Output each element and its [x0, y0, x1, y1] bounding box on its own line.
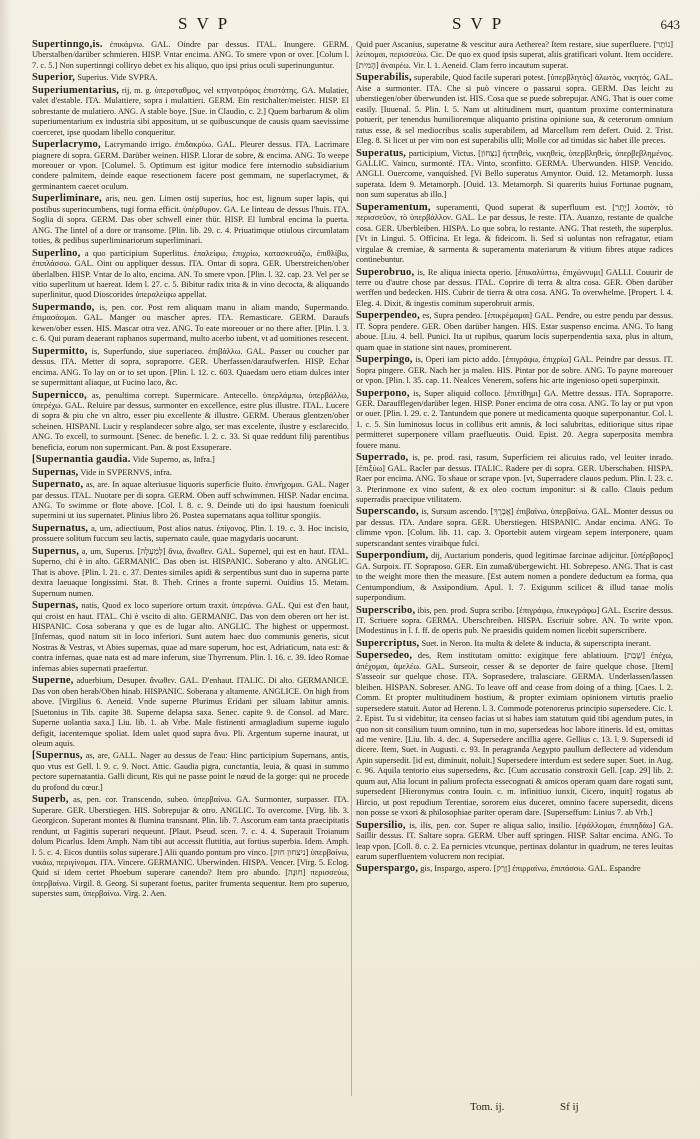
entry-headword: Supernas,	[32, 466, 79, 478]
dictionary-entry	[356, 149, 673, 201]
dictionary-entry	[32, 194, 349, 246]
entry-text: is, Re aliqua iniecta operio. [ἐπικαλύπτω, ἐπιχώννυμι] GALLI. Couurir de terre ou d'autre chose par dessus. ITAL. Coprire di terra & altra cosa. GER. Oben darüber werffen und bedecken. HIS. Cubrir de tierra & otra cosa. ANG. To overwhelme. [Propert. l. 4. Eleg. 4. Dixit, & ingestis comitum superobruit armis.	[356, 267, 673, 308]
running-head-left: SVP	[178, 14, 237, 33]
entry-headword: Superscando,	[356, 506, 419, 518]
entry-headword: Superamentum,	[356, 201, 431, 213]
entry-headword: Superabilis,	[356, 72, 412, 84]
dictionary-entry	[32, 86, 349, 138]
entry-text: is, ilis, pen. cor. Super re aliqua salio, insilio. [ἐφάλλομαι, ἐπιπηδάω] GA. Saillir dessus. IT. Saltare sopra. GERM. Uber auff springen. HISP. Saltar encima. ANG. To leap vpon. [Coll. 8. c. 2. Ea pernicies vtcunque, pertinax dolantur in quadrum, ne teres leuitas earum superfluentem volucrem non recipiat.	[356, 820, 673, 861]
entry-headword: Superliminare,	[32, 193, 102, 205]
dictionary-entry	[32, 601, 349, 674]
dictionary-entry	[32, 303, 349, 345]
entry-headword: Superlino,	[32, 247, 81, 259]
entry-text: des, Rem institutam omitto: exigitque fere ablatiuum. [שָׁבַת] ἐπέχω, ἀπέχομαι, ἀμελέω. GAL. Surseoir, cesser & se deporter de faire quelque chose. [Item] S'asseoir sur quelque chose. ITA. Soprasedere, tralasciare. GERMA. Underlassen/lassen bleiben. HISPAN. Sobreser. ANG. To leave off and cease from doing of a thing. [Caes. l. 2. Comm. Et propter multitudinem hostium, & propter eximiam opinionem virtutis praelio supersedere statuit. Autor ad Herenn. l. 3. Commode potenorerus principio supersedere. Cic. l. 2. Epist. Tu si videbitur, ita censeo facias ut si habes iam statutum quid tibi agendum putes, in quo non sit consilium tuum omnino, tum in mo, supersedeas hoc labore itineris. Id est, omittas ad me venire. [Liu. lib. 4. dec. 4. Supersedere ancillia agere. Gellius c. 13. l. 9. Supersedi id dicere. Item, Suet. in Augusti. c. 93. In peragranda Aegypto paullum deflectere ad videndum Apin supersedit. [id est, diminuit, noluit.] Supersedere interdum est sedere super. Suet. in Aug. c. 96. Aquila tentorio eius supersedens, &c. [Cum accusatio constroxit Gell. [cap. 29] lib. 2. quum aut, Alia locunt in palium profecta essecognati & amicos operam quam dare rogati sunt, supersedent [Hieronymus contra Iouin. c. m. infinitiuo iunxit, Cicero, inquit] rogatus ab Hircio, ut post repudium Terentiae, sororem eius duceret, omnino facere supersedit, dicens non posse se vxori & philosophiae pariter operam dare. [Superseffum: Linius 7. ab Vrb.]	[356, 651, 673, 818]
entry-headword: Supernicco,	[32, 389, 87, 401]
dictionary-entry	[356, 606, 673, 637]
dictionary-entry	[356, 268, 673, 310]
entry-text: Vide in SVPERNVS, infra.	[80, 467, 172, 477]
entry-headword: Superpono,	[356, 387, 410, 399]
entry-headword: Superpingo,	[356, 354, 413, 366]
dictionary-entry	[356, 40, 673, 71]
entry-text: Superius. Vide SVPRA.	[77, 73, 158, 83]
dictionary-entry	[32, 524, 349, 545]
entry-headword: Supernas,	[32, 600, 79, 612]
dictionary-entry	[32, 73, 349, 83]
entry-headword: Superspargo,	[356, 863, 419, 875]
entry-headword: Superatus,	[356, 147, 407, 159]
dictionary-entry	[356, 864, 673, 874]
dictionary-entry	[32, 40, 349, 71]
dictionary-entry	[32, 391, 349, 454]
entry-headword: Supercriptus,	[356, 637, 420, 649]
dictionary-entry	[356, 389, 673, 452]
entry-text: as, are. In aquae alteriusue liquoris superficie fluito. ἐπινήχομαι. GAL. Nager par dessus. ITAL. Nuotare per di sopra. GERM. Oben auff schwimmen. HISP. Nadar encima. ANG. To swimme or flote above. [Col. l. 8. c. 9. Deinde uti do ipsi haustum foeniculi supermini ut ius supernatet. Plinius libro 26. Postea supernatans aqua tollitur spongiis.	[32, 480, 349, 521]
entry-headword: Superrado,	[356, 452, 409, 464]
entry-headword: Superlacrymo,	[32, 139, 101, 151]
dictionary-entry	[32, 455, 349, 465]
entry-headword: [Supernus,	[32, 750, 83, 762]
right-column	[356, 40, 673, 1100]
entry-text: is, Superfundo, siue superiaceo. ἐπιβάλλω. GAL. Passer ou coucher par dessus. ITA. Metter di sopra, sopraporre. GER. Uberfassen/daraufwerfen. HISP. Echar encima. ANG. To lay on or to set upon. [Plin. l. 12. c. 603. Quaedam uero etiam dulces inter se supermittant aliaque, ut Fucino laco, &c.	[32, 346, 349, 388]
dictionary-entry	[32, 249, 349, 301]
entry-text: es, Supra pendeo. [ἐπικρέμαμαι] GAL. Pendre, ou estre pendu par dessus. IT. Sopra pendere. GER. Oben darüber hangen. HIS. Estar suspenso encima. ANG. To hang aboue. [Liu. 4. bell. Punici. Ita ut rupibus, quarum locis superpendentia saxa, plus in altum, quam quae in statione sint naues, prominerent.	[356, 311, 673, 352]
entry-headword: Supermando,	[32, 301, 95, 313]
entry-text: a quo participium Superlitus. ἐπαλείφω, ἐπιχρίω, κατασκευάζω, ἐπιθλίβω, ἐπιπλάσσω. GAL. Oint ou appliquer dessus. ITA. Ontar di sopra. GER. Uberstreichen/ober überlalben. HISP. Vntar de lo alto, encima. AN. To smere vpon. [Plin. l. 32. cap. 23. Vel per se vitio superlitum ut haereat. Idem l. 27. c. 5. Bibitur radix trita & in vino decocta, & aliquando superlinitur, quod Dioscorides ὑπεραλείφω appellat.	[32, 248, 349, 300]
dictionary-entry	[356, 453, 673, 505]
entry-headword: Supersilio,	[356, 819, 406, 831]
entry-headword: Superiumentarius,	[32, 84, 120, 96]
dictionary-entry	[32, 547, 349, 599]
dictionary-entry	[32, 347, 349, 389]
dictionary-entry	[32, 751, 349, 793]
entry-text: is, pe. prod. rasi, rasum, Superficiem rei alicuius rado, vel leuiter inrado. [ἐπιξύω] GAL. Racler par dessus. ITALIC. Radere per di sopra. GER. Uberschaben. HISPA. Raer por encima. ANG. To shaue or scrape vpon. [vt, Superradere clauos pedum. Plin. l. 23. c. 3. Pterinmone ex vino sufent, & ex oleo coctum imponitur: si & callo. Clauis pedum superradis praecipue vtilitatem.	[356, 453, 673, 505]
dictionary-entry	[356, 639, 673, 649]
page-header	[0, 14, 700, 40]
dictionary-entry	[32, 795, 349, 900]
entry-text: natis, Quod ex loco superiore ortum traxit. ὑπεράνω. GAL. Qui est d'en haut, qui croist en haut. ITAL. Chi è vscito di alto. GERMANIC. Das von dem oberen ort her ist. HISPANIC. Cosa soberana y que es de lugar alto. ANGLIC. The highest or uppermost. [Infernas, quod natum sit in loco inferiori. Sunt autem haec duo communis generis, sicut Nostras & Vestras, vt Abies supernas, quae ad mare superum, hoc est, Adriaticum, nata est: & contra infernas, quae nata est ad mare inferum, siue Thyrrenum. Plin. l. 16. c. 39. Ideo Romae infernas abies supernati praefertur.	[32, 601, 349, 673]
entry-headword: Superb,	[32, 794, 69, 806]
running-head-right: SVP	[452, 14, 511, 33]
page-footer	[0, 1101, 700, 1121]
page-number: 643	[660, 17, 680, 32]
dictionary-entry	[356, 507, 673, 549]
entry-headword: Superpendeo,	[356, 310, 420, 322]
entry-headword: Superscribo,	[356, 604, 416, 616]
dictionary-entry	[356, 355, 673, 386]
entry-text: Vide Superno, as, Infra.]	[132, 455, 215, 465]
dictionary-entry	[356, 551, 673, 603]
column-divider	[351, 46, 352, 1096]
signature-mark: Sf ij	[560, 1101, 579, 1113]
entry-headword: Supernus,	[32, 545, 80, 557]
entry-headword: Supernato,	[32, 479, 84, 491]
entry-text: gis, Inspargo, aspero. [זָרַק] ἐπιρραίνω, ἐπιπάσσω. GAL. Espandre	[420, 864, 641, 874]
entry-text: rij, m. g. ὑπερσταθμος, vel κτηνοτρόφος ἐπιστάτης. GA. Mulatier, valet d'estable. ITA. Mulattiere, sopra i mulattieri. GERM. Ein restchalter/meister. HISP. El sobrestante de mulatiero. ANG. A stable boye. [Sue. in Claudio, c. 2.] Quem barbarum & olim superiumentarium ex industria sibi appositum, ut se quibuscunque de causis quam saevissime coerceret, ipse quodam libello conqueritur.	[32, 85, 349, 137]
entry-text: is, Sursum ascendo. [אֲבָרֶךְ] ἐπιβαίνω, ὑπερβαίνω. GAL. Monter dessus ou par dessus. ITA. Andare sopra. GER. Uberstiegen. HISPANIC. Andar encima. ANG. To climme vpon. [Colum. lib. 11. cap. 3. Oportebit autem virgeam sepem interponere, quam superscandant sentes viraibque fulci.	[356, 507, 673, 548]
dictionary-entry	[32, 676, 349, 749]
entry-headword: Superpondium,	[356, 550, 429, 562]
entry-text: aris, neu. gen. Limen ostij superius, hoc est, lignum super lapis, qui postibus superincumbens, tugi forma efficit. ὑπέρθυρον. GA. Le linteau de dessus l'huis. ITA. Soglia di sopra. GERM. Das ober schwell einer thür. HISP. El lumbral encima la puerta. ANG. The lintel of a dore or transome. [Plin. lib. 29. c. 4. Priuatimque otiulous circumlatam toties, & pedibus superliminariorum superliminari.	[32, 194, 349, 246]
entry-text: ibis, pen. prod. Supra scribo. [ἐπιγράφω, ἐπικεγράφω] GAL. Escrire dessus. IT. Scriuere sopra. GERMA. Uberschreiben. HISPA. Escriuir sobre. AN. To write vpon. [Modestinus in l. f. ff. de operis pub. Ne praesidis quidem nomen licebit superscribere.	[356, 605, 673, 636]
entry-headword: Superobruo,	[356, 266, 415, 278]
entry-text: a, um, adiectiuum, Post alios natus. ἐπίγονος. Plin. l. 19. c. 3. Hoc incisio, prossuere solitum fuccum seu lactis, supernato caule, quae magydaris uocarunt.	[32, 523, 349, 544]
entry-headword: Superior,	[32, 72, 76, 84]
entry-text: is, Super aliquid colloco. [ἐπιτίθημι] GA. Mettre dessus. ITA. Sopraporre. GER. Daraufflegen/darüber legen. HISP. Poner encima de otra cosa. ANG. To lay or put vpon or ouer. [Plin. l. 29. c. 2. Tantundem que ponere ut medicamenta quoque superponantur. Col. l. 1. c. 5. Sin luminosus locus in collibus erit amnis, & loci salubritas, editiorique situs ripae permitteret superponere villam praeflueutis. Ouid. Epist. 20. Aegra superposita membra fouere manu.	[356, 388, 673, 450]
entry-headword: [Supernantia gaudia.	[32, 454, 131, 466]
entry-text: ἐπικάμνω. GAL. Oindre par dessus. ITAL. Inungere. GERM. Uberstalben/darüber schmieren. HISP. Vntar encima. ANG. To smere vpon or over. [Colum l. 7. c. 5.] Non supertinngi colliryo debet ex his aliquo, quo ipsi prius oculi superinunguntur.	[32, 40, 349, 70]
dictionary-entry	[356, 651, 673, 818]
entry-text: aduerbium, Desuper. ἄνωθεν. GAL. D'enhaut. ITALIC. Di alto. GERMANICE. Das von oben herab/Oben hinab. HISPANIC. Soberana y altamente. ANGLICE. On high from above. [Virgilius 6. Aeneid. Vnde superne Plurimus Eridani per siluam labitur amnis. [Suetonius in Tib. capite 38. Superne delapsa saxa. Senec. capite 9. de Consol. ad Marc. Superne uolantia saxa.] Liu. lib. 1. ab Vrbe. Male fistinenti armagladium superne iugulo defigit, iacentemque spoliat. Idem ualet quod supra ἄνω. Pli. Argentum superne inaurat, ut oleum aquis.	[32, 676, 349, 748]
entry-headword: Superne,	[32, 675, 74, 687]
volume-mark: Tom. ij.	[470, 1101, 505, 1113]
entry-text: superabile, Quod facile superari potest. [ὑπερβλητός] ἁλωτὸς, νικητός. GAL. Aise a surmonter. ITA. Che si può vincere o passarui sopra. GERM. Das leicht zu uberstiegen/ober überwunden ist. HIS. Cosa que se puede sobrepujar. ANG. That is ouer come easily. [Iuuenal. 5. Plin. l. 5. Nam ut altitudinem murt, quantum proxime conterminatura potuerit, per tenendus humilioremque aliquanto pristina opinione sua, & ceterorum omnium ratus esse, & sel mediocribus scalis superabilem, ad Marcellum rem defert. Ouid. 2. Trist. Eleg. 8. Si licet ut per vim non est superabilis ulli; Molle cor ad timidas sic habet ille preces.	[356, 73, 673, 146]
dictionary-entry	[356, 73, 673, 146]
entry-text: as, penultima corrept. Supermicare. Antecello. ὑπερλάμπω, ὑπερβάλλω, ὑπερέχω. GAL. Reluire par dessus, surmonter en excellence, estre plus illustre. ITAL. Lucere di sopra & piu che vn altro, esser piu excellente & illustre. GERM. Uberaus glentzen/ober scheinen. HISPANI. Lucir y resplandecer sobre algo, ser mas excelente, ilustre y esclarecido. ANG. To excell, to surmount. [Senec. de benefic. l. 2. c. 33. Si quae reddunt filij parentibus beneficia, eorum non supermicant. Pan. & post Exsuperare.	[32, 390, 349, 452]
entry-text: Quid puer Ascanius, superatne & vescitur aura Aetherea? Item restare, siue superfluere. [נוֹתָר] λείπομαι, περισσεύω. Cic. De quo ex quod ipsis superat, aliis gratificari volunt. Item occidere. [הָמִית] ἀναιρέω. Vir. l. 1. Aeneid. Clam ferro incautum superat.	[356, 40, 673, 70]
entry-text: Lacrymando irrigo. ἐπιδακρύω. GAL. Pleurer dessus. ITA. Lacrimare piagnere di sopra. GERM. Darüber weinen. HISP. Llorar de sobre, & encima. ANG. To weepe moreouer or vpon. [Columel. 5. Optimum est igitur modice fere internodio subsidiarium condere palmitem, deinde eaque resectionem facere post gemmam, ne superlacrymet, & germinantem caecet oculum.	[32, 140, 349, 191]
entry-text: is, pen. cor. Post rem aliquam manu in aliam mando, Supermando. ἐπιμασάομαι. GAL. Manger ou mascher apres. ITA. Remasticare. GERM. Daraufs kewen/ober essen. HIS. Mascar otra vez. ANG. To eate moreouer or no there after. [Plin. l. 3. c. 6. Qui puram deaerant raphanos supermand, multo acerbo iubent, vt ad uomitiones resecent.	[32, 302, 349, 344]
dictionary-entry	[32, 468, 349, 478]
entry-text: dij, Auctarium ponderis, quod legitimae farcinae adijcitur. [ὑπέρβαρος] GA. Surpoix. IT. Sopraposo. GER. Ein zumaß/übergewicht. HI. Sobrepeso. ANG. That is cast to the weight more then the measure. [Est autem nomen a pondere deductum ea forma, qua Centumpondium, & Assipondium. Apul. l. 7. Exigunm scilicet & illud tanae molis superpondium.	[356, 551, 673, 603]
entry-text: participium, Victus. [נִצְּחוֹן] ἡττηθεὶς, νικηθεὶς, ὑπερβληθεὶς, ὑπερβεβλημένος. GALLIC. Vaincu, surmonté. ITA. Vinto, sconfitto. GERMA. Uberwunden. HISP. Vencido. ANGLI. Ouercome, vanquished. [Vi Bello superatus Amyntor. Ouid. 12. Metamorph. Iussa superata. Idem 9. Metamorph. [Ouid. 13. Metamorph. Si quarerits huius Fortunae pugnam, non sum superatus ab illo.]	[356, 148, 673, 200]
entry-text: Suet. in Neron. Ita multa & delete & inducta, & superscripta inerant.	[421, 638, 652, 648]
entry-text: as, are, GALL. Nager au dessus de l'eau: Hinc participium Supernans, antis, quo vtus est Gell. l. 9. c. 9. Noct. Attic. Gaudia pigra, cunctantia, leuia, & quasi in summo pectore supernatantia. Galli dicunt, Ris qui ne passe point le nœud de la gorge: qui ne procede du profond du cœur.]	[32, 751, 349, 792]
page-edge-shadow	[0, 0, 12, 1139]
entry-text: as, pen. cor. Transcendo, subeo. ὑπερβαίνω. GA. Surmonter, surpasser. ITA. Superare. GER. Uberstiegen. HIS. Sobrepujar & otro. ANGLIC. To overcome. [Virg. lib. 3. Georgicon. Superant montes & flumina transnant. Plin. lib. 7. Ascorum eam tanta praecipitatis rendunt, ut Fagittis superari nequeunt. [Plaut. Pseud. scen. 7. c. 4. 4. Superauit Troianum dolum Picarlus. Idem Amph. Nam tibi aut accessit fluttitia, aut fortius superbia. Idem. Amph. l. 5. c. 4. Eicos duntiis solus superare.] Alii quando pontum pro vinco. [ניצחון חזק] ὑπερβαίνω, νικάω, περιγίνομαι. ITA. Vincere. GERMANIC. Uberwinden. HISPA. Vencer. [Virg. 5. Eclog. Quid si idem certet Phoebum superare canendo? Item pro abundo. [חוּנָה] περισσεύω, ὑπερβαίνω. Virgil. 8. Georg. Si superant foetus, pariter frumenta sequentur. Item pro superuo, superstes sum, ὑπερβαίνω. Virg. 2. Aen.	[32, 795, 349, 899]
dictionary-entry	[356, 203, 673, 266]
entry-text: superamenti, Quod superat & superfluum est. [יֶתֶר] λοιπὸν, τὸ περισσεῦον, τὸ ὑπερβάλλον. GAL. Le par dessus, le reste. ITA. Auanzo, restante de qualche cosa. GER. Uberbleiben. HISPA. Lo que sobra, lo restante. ANG. That resteth, the superplus. [Vt in Lingui. 5. Officina. Et lega. & fideicom. li. Sed si uoluntas non refragatur, etiam virgulae & cremiae, & sarmenta & superamenta materiarum & vitium fibres atque radices continebuntur.	[356, 202, 673, 265]
entry-headword: Supertinngo,is.	[32, 40, 103, 50]
entry-text: a, um, Superus. [לְמַעְלָה] ἄνω, ἄνωθεν. GAL. Supernel, qui est en haut. ITAL. Superno, chi è in alto. GERMANIC. Das oben ist. HISPANIC. Soberano y alto. ANGLIC. That is above. [Plin. l. 21. c. 37. Dentes similes apidi & serpentibus sunt duo in superna parte dextra laeuaque longissimi. Stat. 8. Theb. Crines a fronte superni. Ouidius 15. Metam. Supernum numen.	[32, 546, 349, 598]
left-column	[32, 40, 349, 1100]
entry-headword: Supermitto,	[32, 345, 88, 357]
dictionary-entry	[356, 311, 673, 353]
dictionary-entry	[356, 821, 673, 863]
dictionary-entry	[32, 480, 349, 522]
entry-headword: Supernatus,	[32, 522, 89, 534]
entry-headword: Supersedeo,	[356, 650, 413, 662]
dictionary-entry	[32, 140, 349, 192]
entry-text: is, Operi iam picto addo. [ἐπιγράφω, ἐπιχρίω] GAL. Peindre par dessus. IT. Sopra pingere. GER. Nach her ja malen. HIS. Pintar por de sobre. ANG. To payne moreouer or vpon. [Plin. l. 35. cap. 11. Nealces Venerem, sofens hic arte ingenioso opeti superpinxit.	[356, 355, 673, 386]
